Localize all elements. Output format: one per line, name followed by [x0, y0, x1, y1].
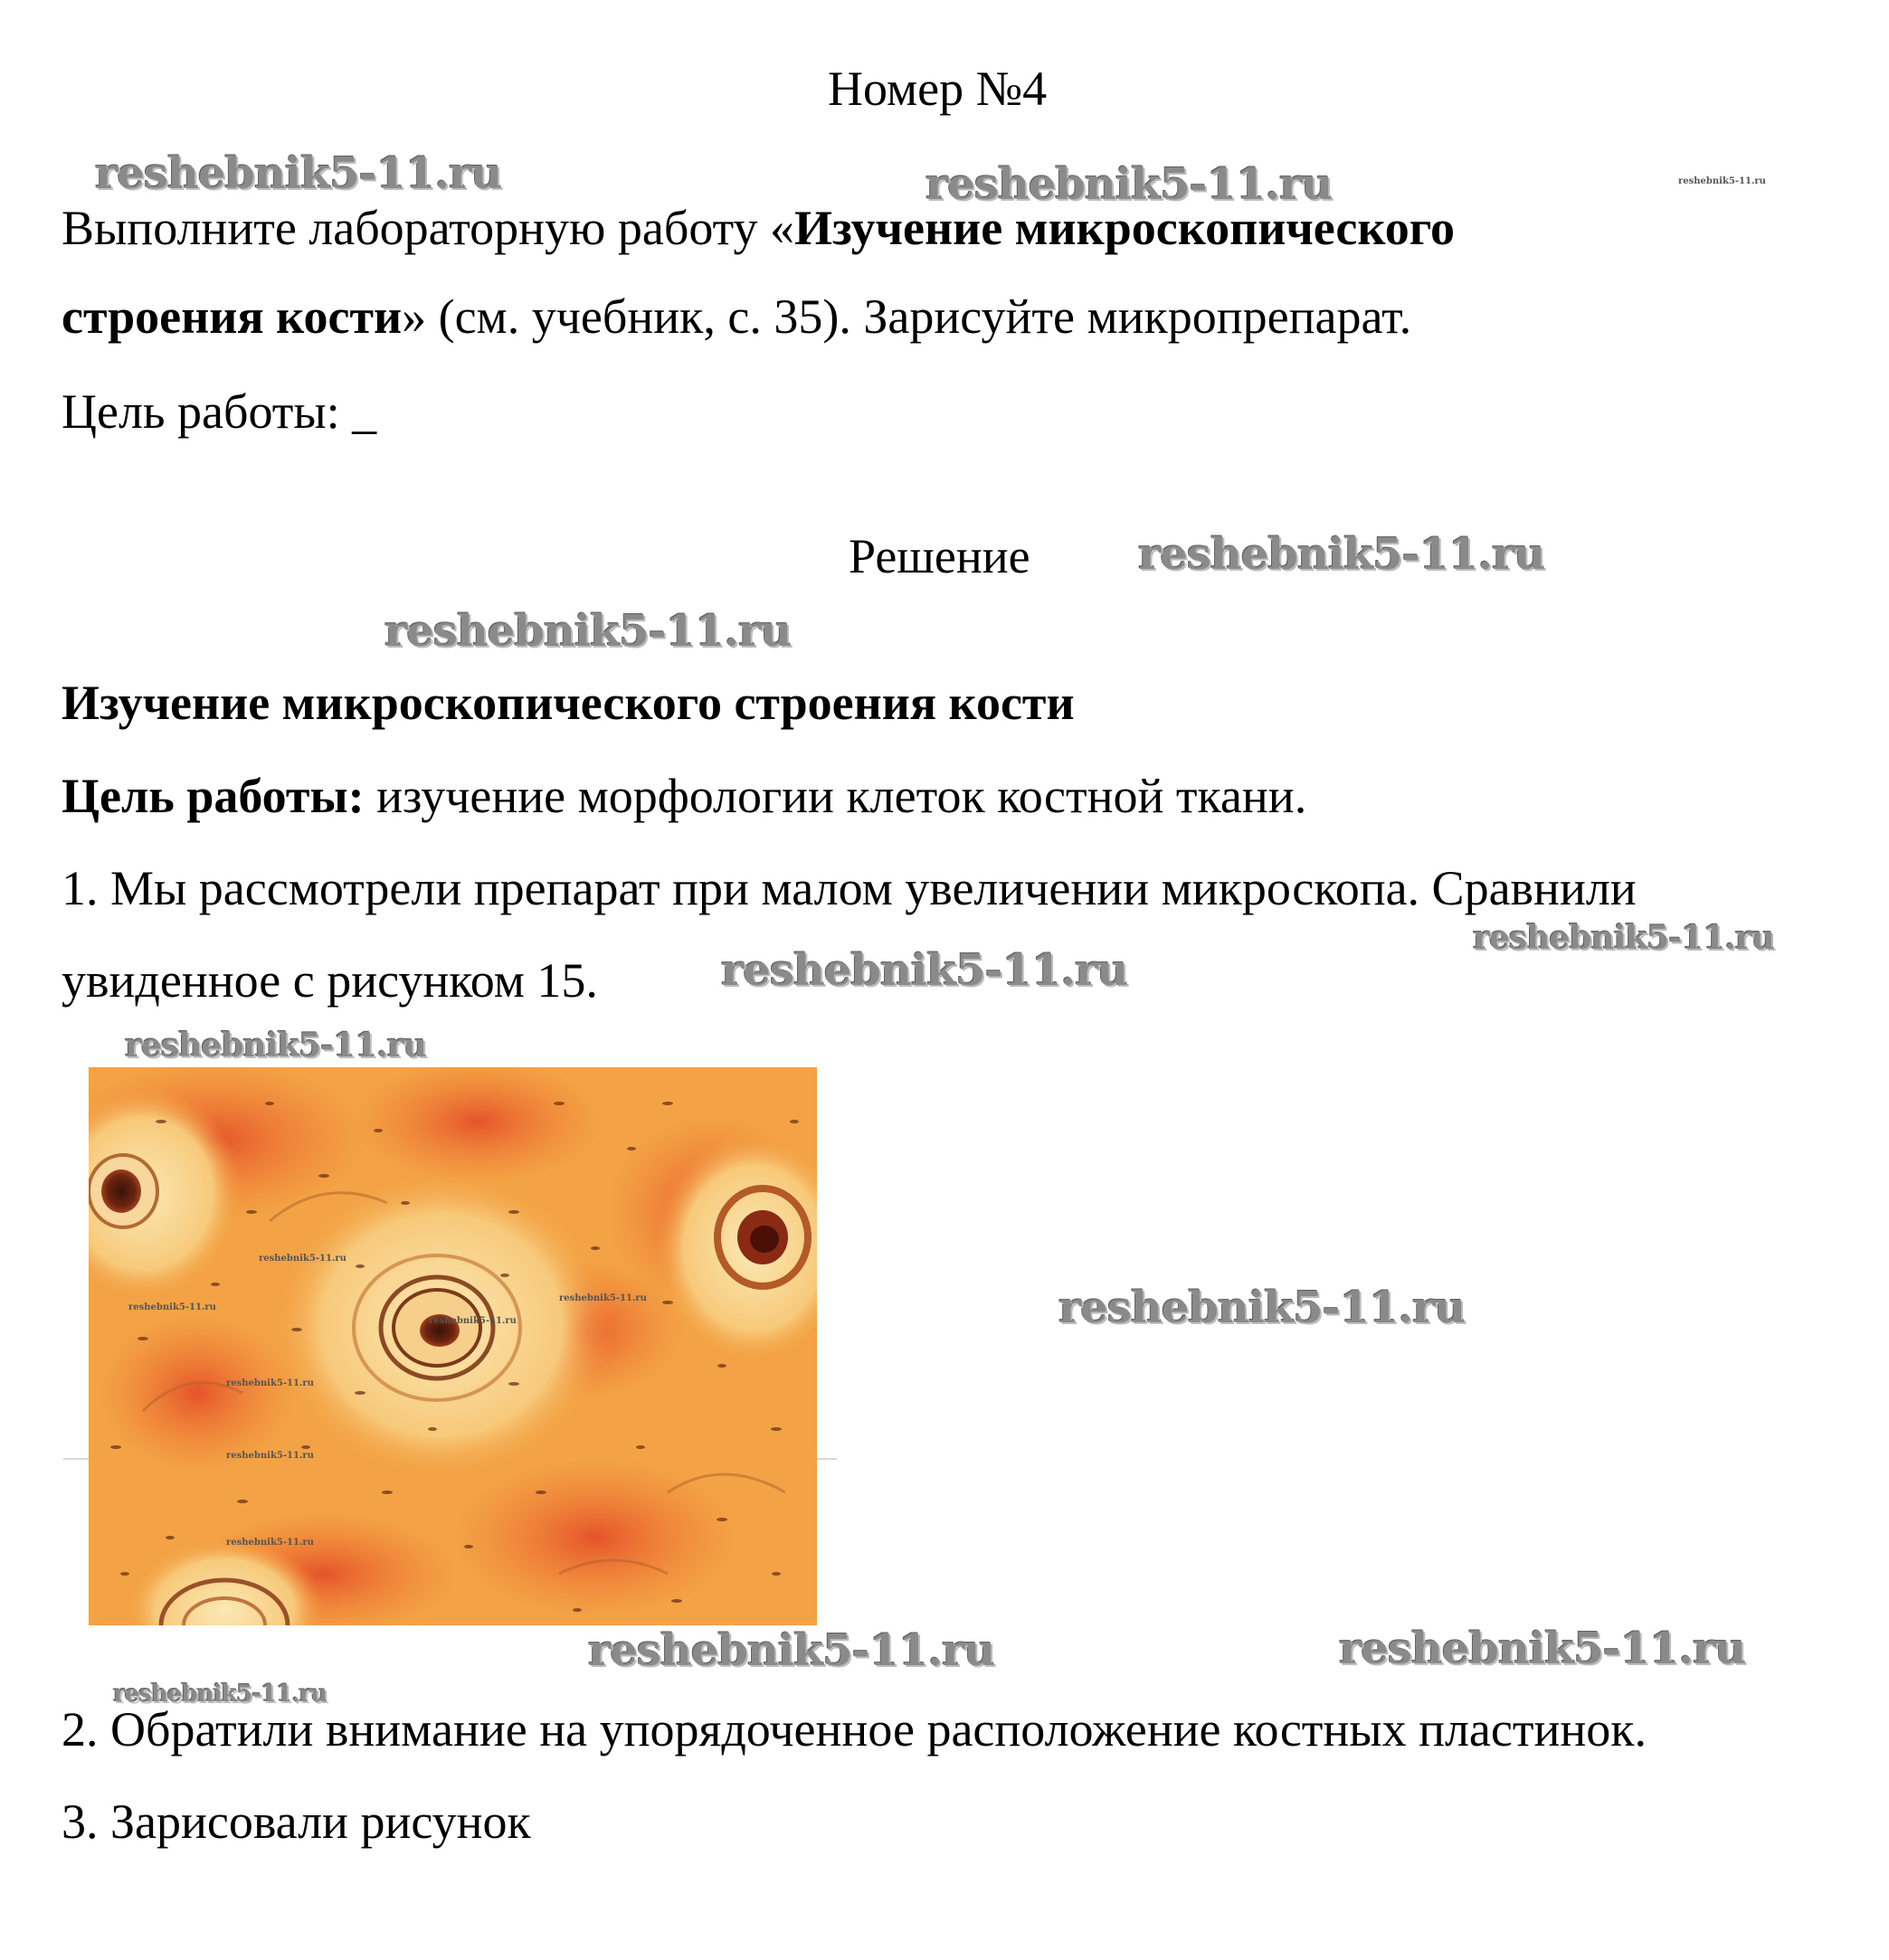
task-title-part2: строения кости	[62, 289, 403, 344]
step-1-line-1: 1. Мы рассмотрели препарат при малом увеличении микроскопа. Сравнили	[62, 861, 1637, 915]
watermark: reshebnik5-11.ru	[588, 1625, 995, 1676]
solution-heading: Решение	[849, 529, 1030, 583]
step-3: 3. Зарисовали рисунок	[62, 1794, 531, 1849]
watermark: reshebnik5-11.ru	[1473, 919, 1774, 957]
watermark: reshebnik5-11.ru	[1058, 1283, 1466, 1333]
task-line-1	[62, 199, 1455, 257]
watermark: reshebnik5-11.ru	[125, 1027, 426, 1065]
watermark: reshebnik5-11.ru	[1138, 529, 1545, 580]
bone-micrograph-image	[89, 1067, 817, 1625]
watermark: reshebnik5-11.ru	[1339, 1624, 1746, 1674]
solution-goal-label: Цель работы:	[62, 769, 365, 823]
step-1-line-2: увиденное с рисунком 15.	[62, 953, 598, 1008]
solution-goal	[62, 767, 1306, 825]
task-title-part1: Изучение микроскопического	[794, 201, 1455, 255]
watermark: reshebnik5-11.ru	[226, 1451, 314, 1461]
watermark: reshebnik5-11.ru	[95, 148, 502, 199]
solution-subtitle	[62, 674, 1075, 732]
solution-subtitle-text: Изучение микроскопического строения кости	[62, 676, 1075, 730]
watermark: reshebnik5-11.ru	[128, 1302, 216, 1312]
watermark: reshebnik5-11.ru	[926, 159, 1333, 210]
watermark: reshebnik5-11.ru	[226, 1538, 314, 1548]
task-after-title: » (см. учебник, с. 35). Зарисуйте микропрепарат.	[402, 289, 1412, 344]
task-intro: Выполните лабораторную работу «	[62, 201, 794, 255]
watermark: reshebnik5-11.ru	[226, 1378, 314, 1388]
watermark: reshebnik5-11.ru	[384, 606, 792, 657]
watermark: reshebnik5-11.ru	[559, 1293, 647, 1303]
step-2: 2. Обратили внимание на упорядоченное расположение костных пластинок.	[62, 1702, 1647, 1756]
page-number-heading: Номер №4	[828, 62, 1048, 116]
watermark: reshebnik5-11.ru	[721, 945, 1128, 996]
watermark: reshebnik5-11.ru	[429, 1316, 517, 1326]
solution-goal-text: изучение морфологии клеток костной ткани.	[364, 769, 1307, 823]
watermark: reshebnik5-11.ru	[1678, 176, 1766, 186]
watermark: reshebnik5-11.ru	[113, 1681, 327, 1708]
task-line-2	[62, 288, 1411, 346]
task-goal: Цель работы: _	[62, 384, 377, 439]
watermark: reshebnik5-11.ru	[259, 1254, 346, 1264]
